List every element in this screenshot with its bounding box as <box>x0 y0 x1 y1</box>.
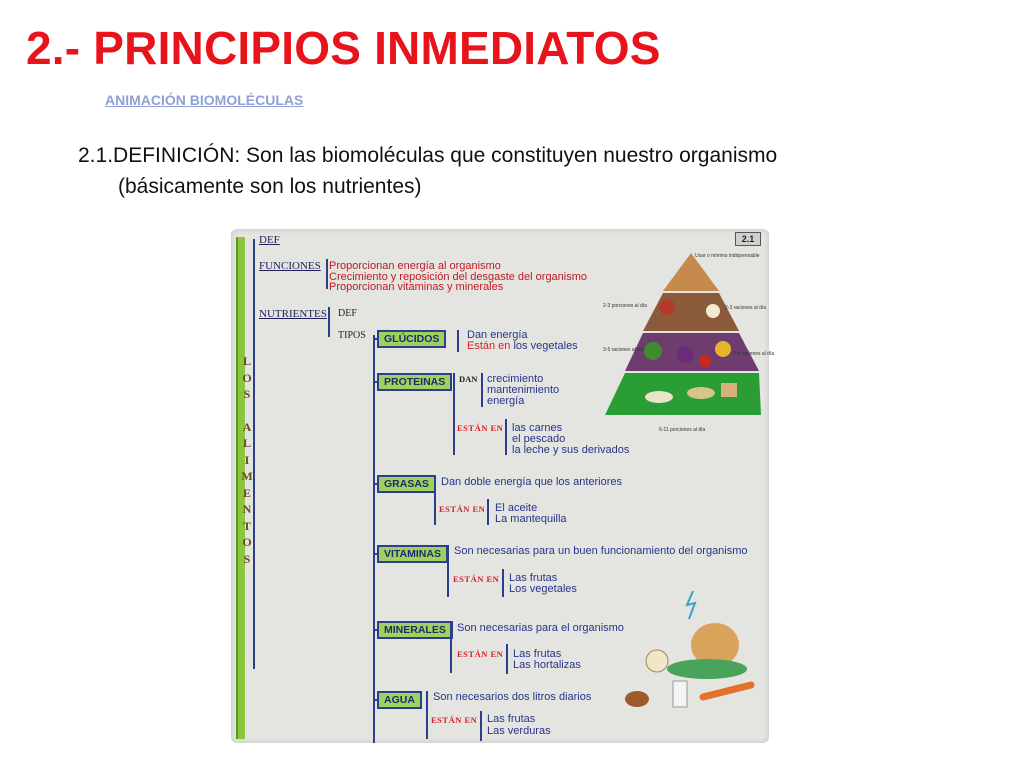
pyramid-label-left1: 2-3 porciones al día <box>603 303 647 309</box>
proteinas-dan: DAN <box>459 374 478 384</box>
funcion-item: Crecimiento y reposición del desgaste del organismo <box>329 270 588 283</box>
dan-item: energía <box>487 395 525 407</box>
milk-item <box>706 304 720 318</box>
dan-bracket <box>481 373 483 407</box>
dan-item: mantenimiento <box>487 384 560 396</box>
tipos-label: TIPOS <box>338 330 366 341</box>
grasas-estan-en: ESTÁN EN <box>439 504 486 514</box>
dan-item: crecimiento <box>487 373 544 385</box>
estan-item: Las hortalizas <box>513 659 581 671</box>
agua-desc: Son necesarios dos litros diarios <box>433 691 592 703</box>
grasas-tag: GRASAS <box>377 475 436 493</box>
main-tree-line <box>253 239 255 669</box>
letter: L <box>242 436 251 450</box>
letter: N <box>242 502 252 516</box>
letter: M <box>241 469 253 483</box>
pyramid-label-bottom: 6-11 porciones al día <box>659 427 706 433</box>
meat-item <box>659 299 675 315</box>
glucidos-estan-en: Están en <box>467 340 511 352</box>
vitaminas-bracket <box>447 545 449 597</box>
letter: S <box>243 551 251 566</box>
estan-bracket <box>480 711 482 741</box>
proteinas-tag: PROTEINAS <box>377 373 452 391</box>
definition-paragraph <box>78 140 978 202</box>
estan-item: las carnes <box>512 422 563 434</box>
estan-item: el pescado <box>512 433 566 445</box>
minerales-bracket <box>450 621 452 673</box>
nutrientes-def: DEF <box>338 308 357 319</box>
estan-bracket <box>505 419 507 455</box>
estan-item: La mantequilla <box>495 513 567 525</box>
agua-bracket <box>426 691 428 739</box>
vitaminas-desc: Son necesarias para un buen funcionamiento del organismo <box>454 545 748 557</box>
minerales-desc: Son necesarias para el organismo <box>457 622 624 634</box>
glucidos-tag: GLÚCIDOS <box>377 330 446 348</box>
milk-glass <box>673 681 687 707</box>
definition-line-2: (básicamente son los nutrientes) <box>118 175 422 198</box>
estan-bracket <box>502 569 504 597</box>
minerales-estan-en: ESTÁN EN <box>457 649 504 659</box>
nutrients-concept-map <box>231 229 775 743</box>
glucidos-line2 <box>467 341 578 353</box>
def-top-label: DEF <box>259 234 280 246</box>
plate-salad <box>667 659 747 679</box>
nutrientes-label: NUTRIENTES <box>259 308 327 320</box>
estan-item: Las verduras <box>487 725 551 737</box>
letter: O <box>242 370 252 385</box>
funciones-list <box>329 261 587 293</box>
letter: O <box>242 535 252 549</box>
vitaminas-tag: VITAMINAS <box>377 545 448 563</box>
pyramid-label-right2: 2-4 raciones al día <box>733 351 775 357</box>
pyramid-label-right1: 2-3 raciones al día <box>725 305 767 311</box>
proteinas-bracket <box>453 373 455 455</box>
funciones-bracket <box>326 259 328 289</box>
food-plate-illustration <box>623 589 763 719</box>
food-pyramid-illustration <box>603 243 775 443</box>
pyramid-label-top: Usar o mínimo indispensable <box>695 253 760 259</box>
pyramid-base <box>605 373 761 415</box>
funcion-item: Proporcionan energía al organismo <box>329 260 501 272</box>
funcion-item: Proporcionan vitaminas y minerales <box>329 281 504 293</box>
letter: S <box>243 387 251 401</box>
diagram-number-badge: 2.1 <box>735 232 761 246</box>
letter: L <box>242 354 251 368</box>
tomato-item <box>699 355 711 367</box>
fruit-item <box>677 347 693 363</box>
agua-tag: AGUA <box>377 691 422 709</box>
estan-bracket <box>487 499 489 525</box>
banana-item <box>715 341 731 357</box>
grasas-bracket <box>434 475 436 525</box>
bread-plate <box>645 391 673 403</box>
carrot-item <box>703 685 751 697</box>
funciones-label: FUNCIONES <box>259 260 321 272</box>
onion-item <box>646 650 668 672</box>
proteinas-estan-en: ESTÁN EN <box>457 423 504 433</box>
grasas-desc: Dan doble energía que los anteriores <box>441 476 623 488</box>
bread-item <box>625 691 649 707</box>
letter: T <box>242 518 251 533</box>
vitaminas-estan-en: ESTÁN EN <box>453 574 500 584</box>
letter: A <box>242 419 252 434</box>
estan-item: Las frutas <box>487 713 536 725</box>
cereal-item <box>687 387 715 399</box>
sparkle-icon <box>687 591 695 619</box>
nutrientes-bracket <box>328 307 330 337</box>
glucidos-where: los vegetales <box>510 340 578 352</box>
estan-item: El aceite <box>495 502 538 514</box>
glucidos-line1: Dan energía <box>467 329 528 341</box>
estan-item: Las frutas <box>513 648 562 660</box>
letter: E <box>242 485 251 500</box>
pyramid-tier-2 <box>643 293 739 331</box>
tipos-line <box>373 335 375 743</box>
vegetable-item <box>644 342 662 360</box>
slide-title: 2.- PRINCIPIOS INMEDIATOS <box>26 22 661 74</box>
letter: I <box>244 452 250 467</box>
bread-loaf <box>721 383 737 397</box>
estan-item: Los vegetales <box>509 583 577 595</box>
estan-item: Las frutas <box>509 572 558 584</box>
estan-item: la leche y sus derivados <box>512 444 630 456</box>
pyramid-label-left2: 3-5 raciones al día <box>603 347 645 353</box>
biomoleculas-animation-link[interactable]: ANIMACIÓN BIOMOLÉCULAS <box>105 92 304 108</box>
agua-estan-en: ESTÁN EN <box>431 715 478 725</box>
minerales-tag: MINERALES <box>377 621 453 639</box>
glucidos-bracket <box>457 330 459 352</box>
definition-line-1: 2.1.DEFINICIÓN: Son las biomoléculas que constituyen nuestro organismo <box>78 144 778 167</box>
estan-bracket <box>506 644 508 674</box>
